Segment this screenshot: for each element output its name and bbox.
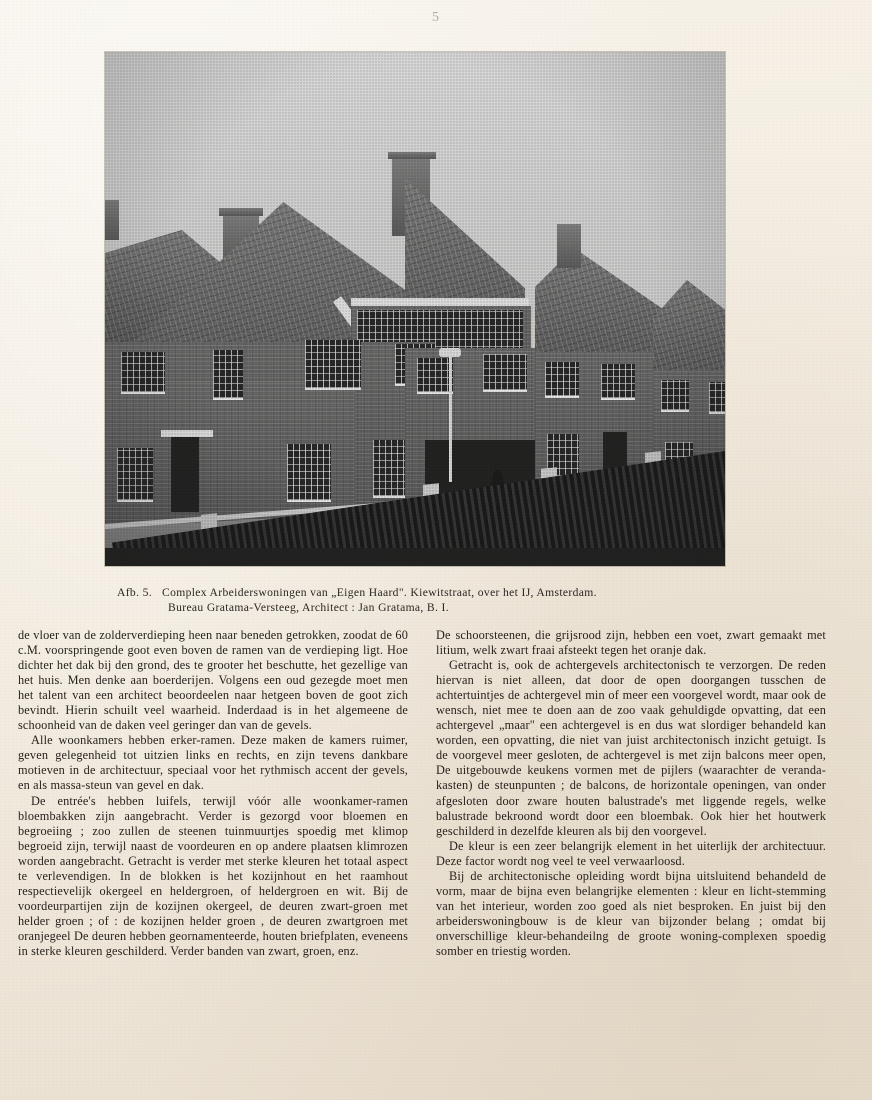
caption-line-2: Bureau Gratama-Versteeg, Architect : Jan Gratama, B. I. xyxy=(168,600,449,614)
front-door-left xyxy=(171,434,199,512)
window-row-right-1b xyxy=(601,364,635,398)
window-row-right-1a xyxy=(545,362,579,396)
chimney-left-cap xyxy=(219,208,263,216)
body-columns xyxy=(18,628,854,959)
window-upper-2 xyxy=(213,350,243,398)
window-upper-1 xyxy=(121,352,165,392)
window-ground-1 xyxy=(117,448,153,500)
chimney-far-left xyxy=(105,200,119,240)
left-column xyxy=(18,628,408,959)
figure-number: Afb. 5. xyxy=(117,586,152,599)
paragraph: De schoorsteenen, die grijsrood zijn, hebben een voet, zwart gemaakt met litium, welk zwart fraai afsteekt tegen het oranje dak. xyxy=(436,628,826,658)
paragraph: Bij de architectonische opleiding wordt bijna uitsluitend behandeld de vorm, maar de bijna even belangrijke elementen : kleur en licht-stemming van het interieur, worden zoo goed als niet besproken. En juist bij den arbeiderswoningbouw is de kleur van bijzonder belang ; omdat bij onverschillige kleur-behandeilng de groote woning-complexen spoedig somber en triestig worden. xyxy=(436,868,826,958)
window-ground-2 xyxy=(287,444,331,500)
figure-caption xyxy=(105,586,745,615)
chimney-main-cap xyxy=(388,152,436,159)
paragraph: de vloer van de zolderverdieping heen naar beneden getrokken, zoodat de 60 c.M. voorspringende goot even boven de ramen van de verdieping ligt. Hoe dichter het dak bij den grond, des te grooter het beschutte, het gezellige van het huis. Men denke aan boerderijen. Volgens een oud gezegde moet men het talent van een architect beoordeelen naar hetgeen boven de goot zich bevindt. Hierin schuilt veel waarheid. Inderdaad is in het algemeene de schoonheid van de daken veel geringer dan van de gevels. xyxy=(18,628,408,733)
caption-text-1: Complex Arbeiderswoningen van „Eigen Haard". Kiewitstraat, over het IJ, Amsterdam. xyxy=(161,586,597,599)
street-lamp-post xyxy=(449,352,452,482)
right-column xyxy=(436,628,826,959)
shop-upper-window-2 xyxy=(483,354,527,390)
photograph-content xyxy=(105,52,725,566)
street-lamp-head xyxy=(439,348,461,357)
chimney-row-right-1 xyxy=(557,224,581,268)
door-canopy-left xyxy=(161,430,213,437)
window-upper-3 xyxy=(305,340,361,388)
paragraph: Getracht is, ook de achtergevels architectonisch te verzorgen. De reden hiervan is niet alleen, dat door de open doorgangen tusschen de achtertuintjes de achtergevel min of meer een voorgevel wordt, maar ook de wensch, niet mee te doen aan de zoo vaak gehuldigde opvatting, dat een achtergevel „maar" een achtergevel is en dus wat slordiger behandeld kan worden, een opvatting, die niet van juist architectonisch inzicht getuigt. Is de voorgevel meer gesloten, de achtergevel is met zijn balcons meer open, De uitgebouwde keukens vormen met de pijlers (waarachter de veranda-kasten) de steunpunten ; de balcons, de horizontale openingen, van onder afgesloten door zware houten balustrade's met liggende regels, welke balustrade bekroond wordt door een bloembak. Ook hier het houtwerk geschilderd in dezelfde kleuren als bij den voorgevel. xyxy=(436,658,826,838)
figure-photograph xyxy=(105,52,725,566)
bargeboard-dormer xyxy=(351,298,529,306)
shop-upper-window-1 xyxy=(417,358,453,392)
paragraph: De kleur is een zeer belangrijk element in het uiterlijk der architectuur. Deze factor wordt nog veel te veel verwaarloosd. xyxy=(436,838,826,868)
foreground-fence-shadow xyxy=(105,548,725,566)
paragraph: De entrée's hebben luifels, terwijl vóór alle woonkamer-ramen bloembakken zijn aangebracht. Verder is gezorgd voor bloemen en begroeiing ; zoo zullen de steenen tuinmuurtjes spoedig met klimop begroeid zijn, terwijl naast de voordeuren en op andere plaatsen klimrozen worden aangebracht. Getracht is verder met sterke kleuren het totaal aspect te verlevendigen. In de blokken is het kozijnhout en het raamhout respectievelijk okergeel en heldergroen, of heldergroen en wit. Bij de voordeurpartijen zijn de kozijnen okergeel, de deuren zwart-groen met helder groen ; of : de kozijnen helder groen , de deuren zwartgroen met oranjegeel De deuren hebben geornamenteerde, houten briefplaten, eveneens in sterke kleuren geschilderd. Verder banden van zwart, groen, enz. xyxy=(18,793,408,958)
window-row-right-2b xyxy=(709,382,725,412)
paragraph: Alle woonkamers hebben erker-ramen. Deze maken de kamers ruimer, geven gelegenheid tot uitzien links en rechts, en zijn tevens dankbare motieven in de architectuur, speciaal voor het rythmisch accent der gevels, en als massa-steun van gevel en dak. xyxy=(18,733,408,793)
window-row-right-2a xyxy=(661,380,689,410)
caption-line-1 xyxy=(105,586,745,601)
page-number: 5 xyxy=(432,10,440,25)
